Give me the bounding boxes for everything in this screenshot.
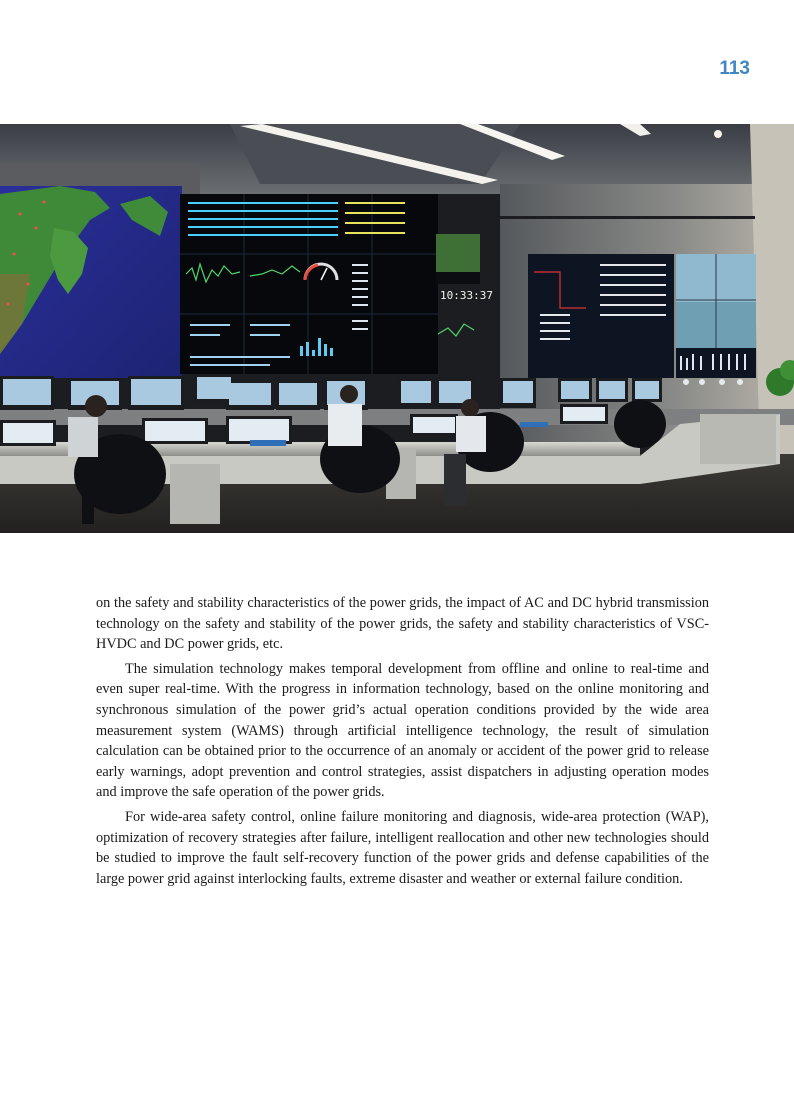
paragraph-2: The simulation technology makes temporal development from offline and online to real-time and even super real-time. With the progress in information technology, based on the online monitoring and synchronous simulation of the power grid’s actual operation conditions provided by the wide area measurement system (WAMS) through artificial intelligence technology, the result of simulation calculation can be obtained prior to the occurrence of an anomaly or accident of the power grid to release early warnings, adopt prevention and control strategies, assist dispatchers in adjusting operation modes and improve the safe operation of the power grids. — [96, 660, 709, 801]
control-room-photo — [0, 124, 794, 533]
body-text — [96, 593, 709, 893]
paragraph-3: For wide-area safety control, online failure monitoring and diagnosis, wide-area protection (WAP), optimization of recovery strategies after failure, intelligent reallocation and other new technologies should be studied to improve the fault self-recovery function of the power grids and defense capabilities of the large power grid against interlocking faults, extreme disaster and weather or external failure condition. — [96, 808, 709, 887]
page-number: 113 — [719, 58, 750, 79]
screen-clock-readout: 10:33:37 — [440, 289, 493, 302]
paragraph-1: on the safety and stability characteristics of the power grids, the impact of AC and DC hybrid transmission technology on the safety and stability of the power grids, the safety and stability characteristics of VSC-HVDC and DC power grids, etc. — [96, 595, 709, 653]
